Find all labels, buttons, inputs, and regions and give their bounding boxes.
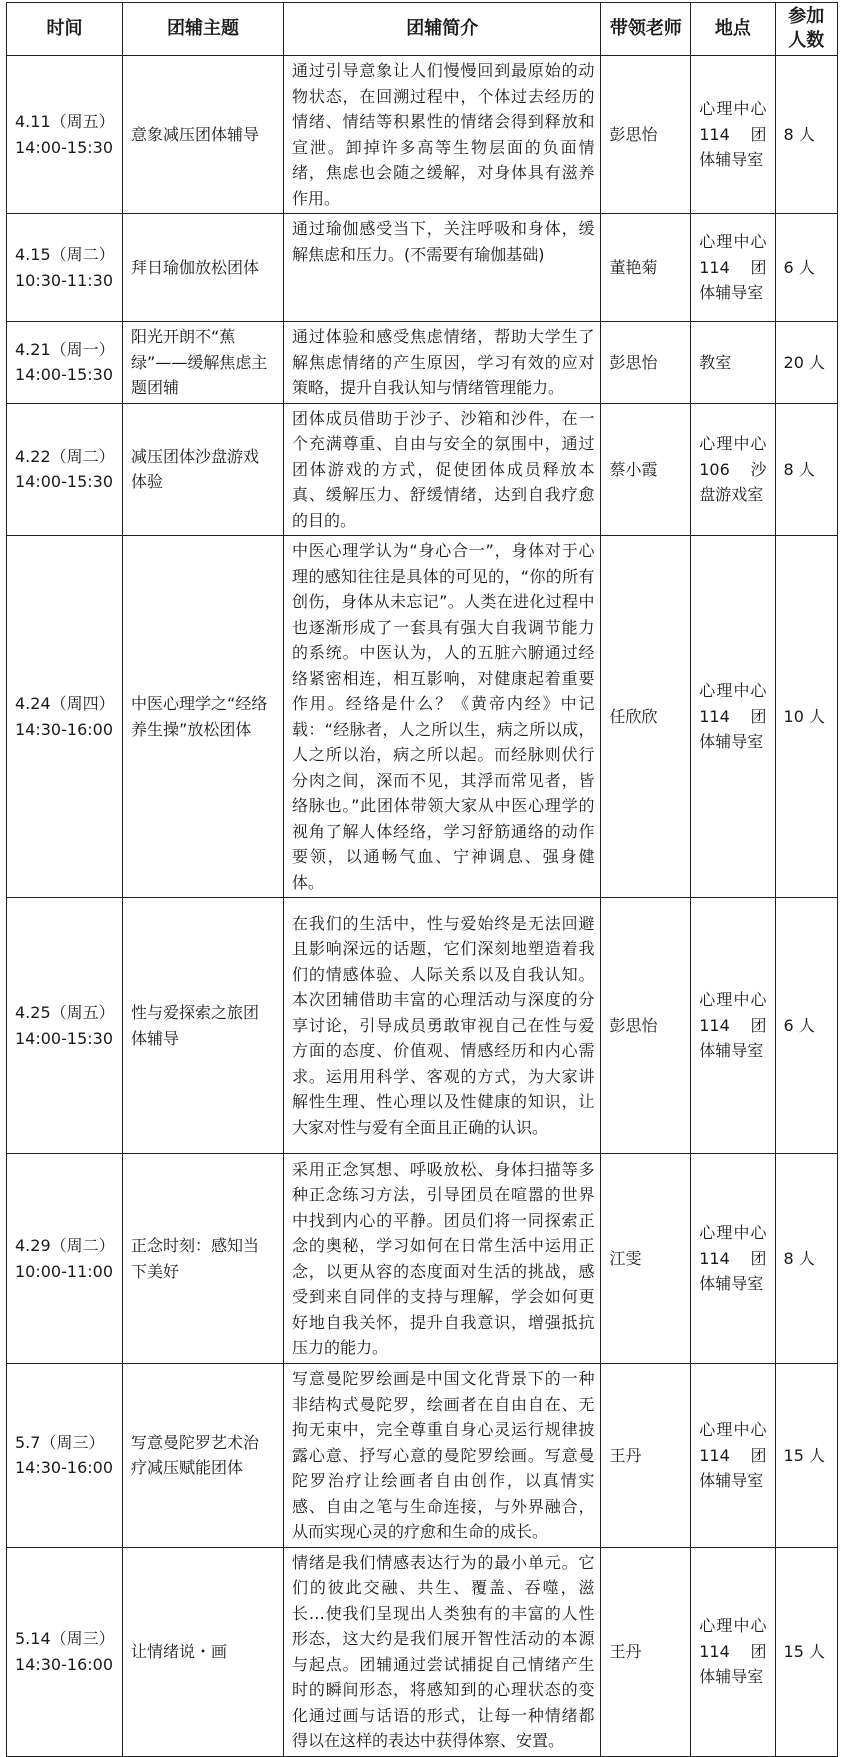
count-cell: 6 人 xyxy=(775,898,837,1154)
leader-cell: 蔡小霞 xyxy=(601,403,691,536)
leader-cell: 彭思怡 xyxy=(601,56,691,214)
header-theme: 团辅主题 xyxy=(123,3,284,56)
session-date: 4.25（周五） xyxy=(15,1003,115,1022)
time-cell xyxy=(7,214,123,322)
intro-cell: 通过体验和感受焦虑情绪，帮助大学生了解焦虑情绪的产生原因，学习有效的应对策略，提升自我认知与情绪管理能力。 xyxy=(283,322,601,404)
intro-cell: 通过瑜伽感受当下，关注呼吸和身体，缓解焦虑和压力。(不需要有瑜伽基础) xyxy=(283,214,601,322)
header-count: 参加人数 xyxy=(775,3,837,56)
table-row xyxy=(7,56,838,214)
intro-cell: 采用正念冥想、呼吸放松、身体扫描等多种正念练习方法，引导团员在喧嚣的世界中找到内心的平静。团员们将一同探索正念的奥秘，学习如何在日常生活中运用正念，以更从容的态度面对生活的挑战，感受到来自同伴的支持与理解，学会如何更好地自我关怀，提升自我意识，增强抵抗压力的能力。 xyxy=(283,1154,601,1364)
time-cell xyxy=(7,1547,123,1756)
header-location: 地点 xyxy=(691,3,775,56)
leader-cell: 彭思怡 xyxy=(601,898,691,1154)
theme-cell: 阳光开朗不“蕉绿”——缓解焦虑主题团辅 xyxy=(123,322,284,404)
leader-cell: 任欣欣 xyxy=(601,536,691,898)
intro-cell: 写意曼陀罗绘画是中国文化背景下的一种非结构式曼陀罗，绘画者在自由自在、无拘无束中，完全尊重自身心灵运行规律披露心意、抒写心意的曼陀罗绘画。写意曼陀罗治疗让绘画者自由创作，以真情实感、自由之笔与生命连接，与外界融合，从而实现心灵的疗愈和生命的成长。 xyxy=(283,1364,601,1548)
count-cell: 8 人 xyxy=(775,403,837,536)
time-cell xyxy=(7,403,123,536)
group-counseling-schedule-table xyxy=(6,2,838,1757)
table-row xyxy=(7,1154,838,1364)
session-time: 14:30-16:00 xyxy=(15,1458,113,1478)
count-cell: 15 人 xyxy=(775,1364,837,1548)
time-cell xyxy=(7,1154,123,1364)
leader-cell: 董艳菊 xyxy=(601,214,691,322)
location-cell: 心理中心 114 团体辅导室 xyxy=(691,56,775,214)
session-date: 4.11（周五） xyxy=(15,112,115,131)
leader-cell: 王丹 xyxy=(601,1364,691,1548)
theme-cell: 正念时刻：感知当下美好 xyxy=(123,1154,284,1364)
count-cell: 6 人 xyxy=(775,214,837,322)
session-date: 4.29（周二） xyxy=(15,1236,115,1255)
session-time: 14:00-15:30 xyxy=(15,137,113,157)
theme-cell: 减压团体沙盘游戏体验 xyxy=(123,403,284,536)
intro-cell: 在我们的生活中，性与爱始终是无法回避且影响深远的话题，它们深刻地塑造着我们的情感体验、人际关系以及自我认知。本次团辅借助丰富的心理活动与深度的分享讨论，引导成员勇敢审视自己在性与爱方面的态度、价值观、情感经历和内心需求。运用用科学、客观的方式，为大家讲解性生理、性心理以及性健康的知识，让大家对性与爱有全面且正确的认识。 xyxy=(283,898,601,1154)
header-time: 时间 xyxy=(7,3,123,56)
table-row xyxy=(7,1364,838,1548)
leader-cell: 王丹 xyxy=(601,1547,691,1756)
theme-cell: 写意曼陀罗艺术治疗减压赋能团体 xyxy=(123,1364,284,1548)
table-row xyxy=(7,214,838,322)
intro-cell: 通过引导意象让人们慢慢回到最原始的动物状态，在回溯过程中，个体过去经历的情绪、情结等积累性的情绪会得到释放和宣泄。卸掉许多高等生物层面的负面情绪，焦虑也会随之缓解，对身体具有滋养作用。 xyxy=(283,56,601,214)
count-cell: 8 人 xyxy=(775,56,837,214)
session-date: 4.24（周四） xyxy=(15,694,115,713)
location-cell: 心理中心 114 团体辅导室 xyxy=(691,536,775,898)
intro-cell: 情绪是我们情感表达行为的最小单元。它们的彼此交融、共生、覆盖、吞噬，滋长…使我们呈现出人类独有的丰富的人性形态，这大约是我们展开智性活动的本源与起点。团辅通过尝试捕捉自己情绪产生时的瞬间形态，将感知到的心理状态的变化通过画与话语的形式，让每一种情绪都得以在这样的表达中获得体察、安置。 xyxy=(283,1547,601,1756)
time-cell xyxy=(7,56,123,214)
session-time: 14:00-15:30 xyxy=(15,365,113,385)
session-date: 5.7（周三） xyxy=(15,1432,105,1452)
session-time: 14:00-15:30 xyxy=(15,1028,113,1048)
theme-cell: 性与爱探索之旅团体辅导 xyxy=(123,898,284,1154)
header-row xyxy=(7,3,838,56)
theme-cell: 意象减压团体辅导 xyxy=(123,56,284,214)
time-cell xyxy=(7,322,123,404)
time-cell xyxy=(7,1364,123,1548)
session-time: 10:30-11:30 xyxy=(15,270,113,290)
location-cell: 心理中心 114 团体辅导室 xyxy=(691,898,775,1154)
location-cell: 心理中心 114 团体辅导室 xyxy=(691,1364,775,1548)
location-cell: 心理中心 106 沙盘游戏室 xyxy=(691,403,775,536)
intro-cell: 中医心理学认为“身心合一”，身体对于心理的感知往往是具体的可见的，“你的所有创伤，身体从未忘记”。人类在进化过程中也逐渐形成了一套具有强大自我调节能力的系统。中医认为，人的五脏六腑通过经络紧密相连，相互影响，对健康起着重要作用。经络是什么？《黄帝内经》中记载：“经脉者，人之所以生，病之所以成，人之所以治，病之所以起。而经脉则伏行分肉之间，深而不见，其浮而常见者，皆络脉也。”此团体带领大家从中医心理学的视角了解人体经络，学习舒筋通络的动作要领，以通畅气血、宁神调息、强身健体。 xyxy=(283,536,601,898)
theme-cell: 中医心理学之“经络养生操”放松团体 xyxy=(123,536,284,898)
leader-cell: 彭思怡 xyxy=(601,322,691,404)
session-time: 14:30-16:00 xyxy=(15,719,113,739)
table-row xyxy=(7,1547,838,1756)
table-row xyxy=(7,898,838,1154)
location-cell: 心理中心 114 团体辅导室 xyxy=(691,1547,775,1756)
location-cell: 心理中心 114 团体辅导室 xyxy=(691,214,775,322)
leader-cell: 江雯 xyxy=(601,1154,691,1364)
intro-cell: 团体成员借助于沙子、沙箱和沙件，在一个充满尊重、自由与安全的氛围中，通过团体游戏的方式，促使团体成员释放本真、缓解压力、舒缓情绪，达到自我疗愈的目的。 xyxy=(283,403,601,536)
table-row xyxy=(7,322,838,404)
session-date: 4.21（周一） xyxy=(15,339,115,359)
table-row xyxy=(7,403,838,536)
time-cell xyxy=(7,536,123,898)
header-leader: 带领老师 xyxy=(601,3,691,56)
session-time: 10:00-11:00 xyxy=(15,1261,113,1281)
count-cell: 8 人 xyxy=(775,1154,837,1364)
session-date: 4.22（周二） xyxy=(15,446,115,466)
session-date: 5.14（周三） xyxy=(15,1629,115,1648)
count-cell: 15 人 xyxy=(775,1547,837,1756)
location-cell: 教室 xyxy=(691,322,775,404)
table-row xyxy=(7,536,838,898)
session-time: 14:00-15:30 xyxy=(15,472,113,492)
header-intro: 团辅简介 xyxy=(283,3,601,56)
theme-cell: 让情绪说・画 xyxy=(123,1547,284,1756)
count-cell: 20 人 xyxy=(775,322,837,404)
location-cell: 心理中心 114 团体辅导室 xyxy=(691,1154,775,1364)
session-date: 4.15（周二） xyxy=(15,245,115,264)
count-cell: 10 人 xyxy=(775,536,837,898)
time-cell xyxy=(7,898,123,1154)
session-time: 14:30-16:00 xyxy=(15,1654,113,1674)
theme-cell: 拜日瑜伽放松团体 xyxy=(123,214,284,322)
